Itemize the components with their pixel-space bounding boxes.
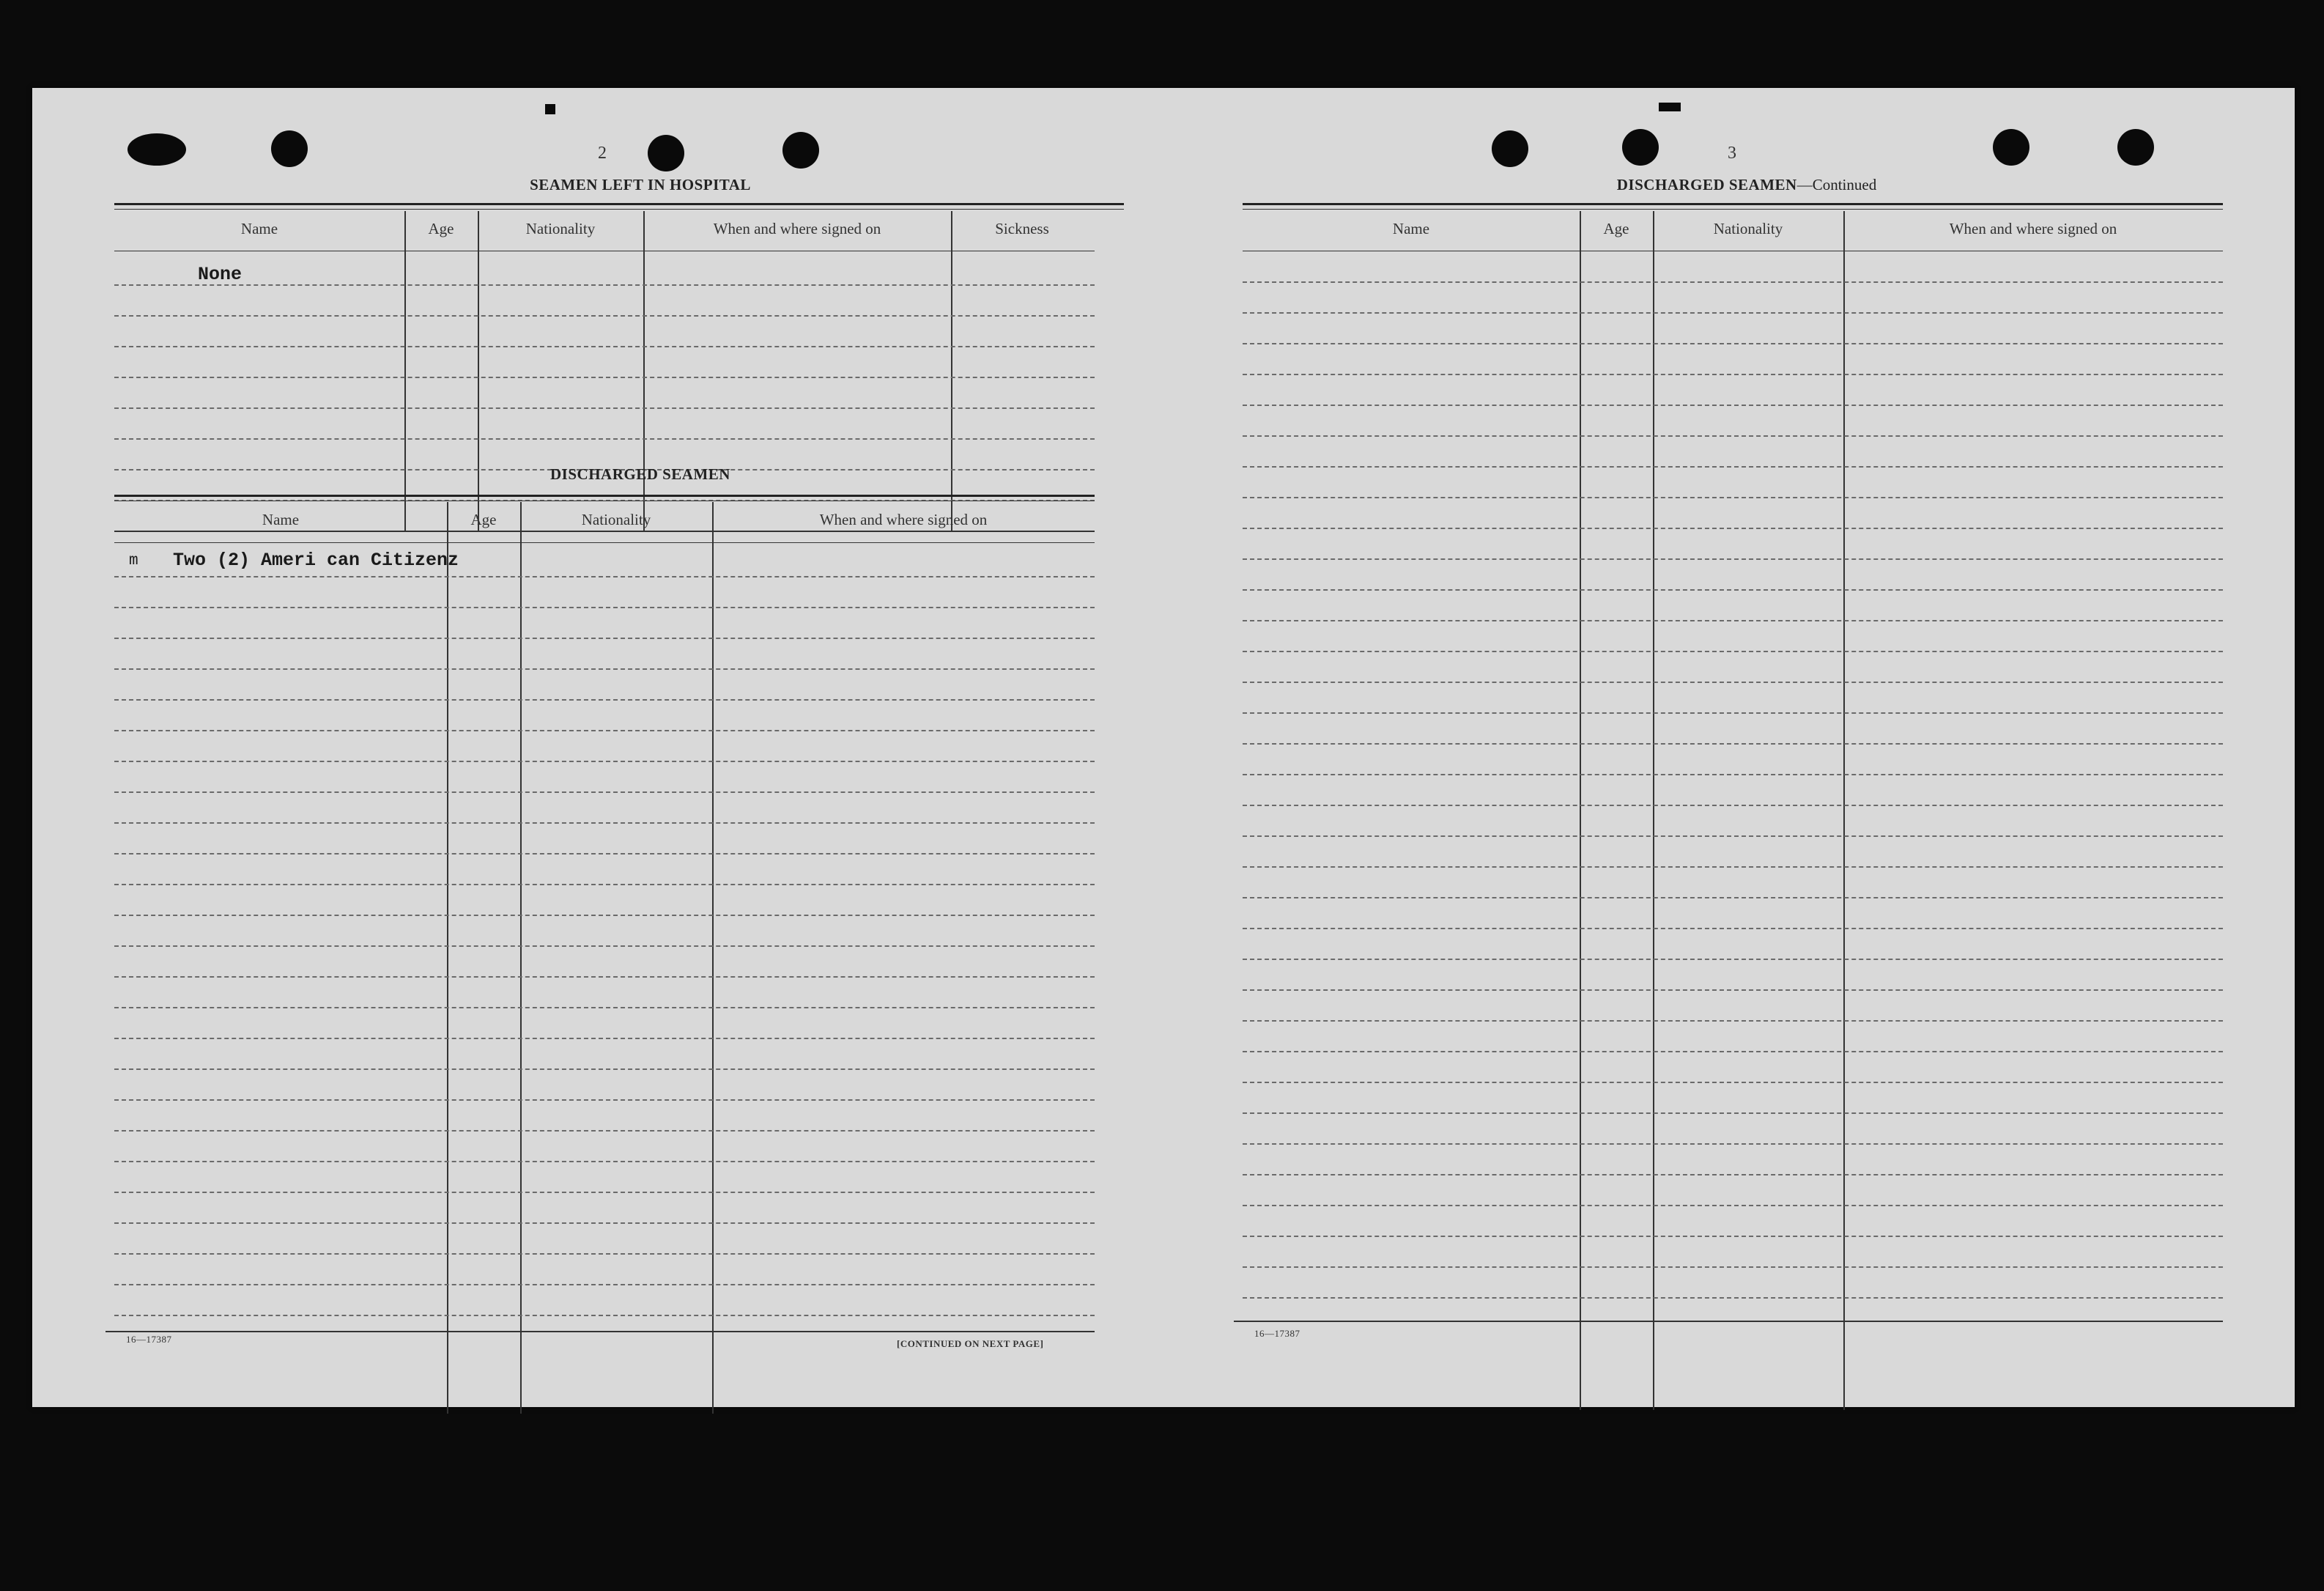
table-row-line: [1243, 1205, 2223, 1206]
discharged-header-rule: [114, 542, 1095, 543]
table-row-line: [1243, 959, 2223, 960]
punch-hole-4: [782, 132, 819, 169]
table-row-line: [114, 976, 1095, 978]
table-row-line: [114, 761, 1095, 762]
table-row-line: [1243, 528, 2223, 529]
continued-note: [CONTINUED ON NEXT PAGE]: [897, 1338, 1044, 1349]
hospital-top-rule-2: [114, 209, 1124, 210]
table-row-line: [114, 668, 1095, 670]
table-row-line: [1243, 774, 2223, 775]
table-row-line: [114, 1161, 1095, 1162]
right-bottom-rule: [1234, 1321, 2223, 1322]
discharged-col-nationality: Nationality: [581, 511, 651, 528]
right-col-signed-on: When and where signed on: [1949, 220, 2117, 237]
table-row-line: [114, 1007, 1095, 1008]
right-col-name: Name: [1392, 220, 1430, 237]
table-row-line: [114, 576, 1095, 577]
table-row-line: [1243, 1236, 2223, 1237]
right-divider: [1653, 211, 1654, 1410]
hospital-bottom-rule: [114, 531, 1095, 532]
punch-hole-5: [1492, 130, 1528, 167]
hospital-row-line: [114, 284, 1095, 286]
table-row-line: [114, 1315, 1095, 1316]
table-row-line: [1243, 805, 2223, 806]
table-row-line: [1243, 682, 2223, 683]
right-top-rule-2: [1243, 209, 2223, 210]
discharged-entry-name: Two (2) Ameri can Citizenz: [173, 550, 459, 571]
hospital-divider: [478, 211, 479, 532]
punch-hole-6: [1622, 129, 1659, 166]
hospital-divider: [404, 211, 406, 532]
table-row-line: [1243, 866, 2223, 868]
right-top-rule: [1243, 203, 2223, 205]
table-row-line: [114, 1130, 1095, 1132]
discharged-row-marker: m: [129, 553, 138, 569]
table-row-line: [114, 1284, 1095, 1285]
hospital-col-signed-on: When and where signed on: [713, 220, 881, 237]
hospital-top-rule: [114, 203, 1124, 205]
table-row-line: [1243, 497, 2223, 498]
ink-speck: [1659, 103, 1681, 111]
punch-hole-3: [648, 135, 684, 171]
table-row-line: [114, 791, 1095, 793]
hospital-row-line: [114, 438, 1095, 440]
punch-hole-1: [127, 133, 186, 166]
right-discharged-title-main: DISCHARGED SEAMEN: [1616, 176, 1797, 193]
table-row-line: [114, 1099, 1095, 1101]
hospital-row-line: [114, 377, 1095, 378]
document-sheet: [32, 88, 2295, 1407]
table-row-line: [114, 1253, 1095, 1255]
discharged-bottom-rule: [106, 1331, 1095, 1332]
hospital-col-name: Name: [240, 220, 278, 237]
table-row-line: [114, 945, 1095, 947]
hospital-entry-name: None: [198, 264, 243, 285]
table-row-line: [1243, 435, 2223, 437]
table-row-line: [1243, 1020, 2223, 1022]
discharged-col-age: Age: [470, 511, 497, 528]
table-row-line: [114, 1068, 1095, 1070]
discharged-col-signed-on: When and where signed on: [819, 511, 988, 528]
table-row-line: [114, 638, 1095, 639]
table-row-line: [1243, 405, 2223, 406]
right-col-age: Age: [1603, 220, 1629, 237]
right-discharged-title-suffix: —Continued: [1796, 176, 1877, 193]
discharged-top-rule: [114, 495, 1095, 497]
table-row-line: [114, 607, 1095, 608]
table-row-line: [1243, 620, 2223, 621]
table-row-line: [1243, 989, 2223, 991]
table-row-line: [1243, 743, 2223, 745]
hospital-row-line: [114, 346, 1095, 347]
table-row-line: [1243, 312, 2223, 314]
hospital-divider: [643, 211, 645, 532]
table-row-line: [114, 1222, 1095, 1224]
table-row-line: [114, 699, 1095, 701]
hospital-divider: [951, 211, 952, 532]
right-page-number: 3: [1728, 144, 1736, 163]
table-row-line: [1243, 589, 2223, 591]
right-divider: [1843, 211, 1845, 1410]
table-row-line: [1243, 1174, 2223, 1175]
right-discharged-title: [1468, 176, 2025, 194]
table-row-line: [1243, 1082, 2223, 1083]
table-row-line: [1243, 374, 2223, 375]
table-row-line: [1243, 466, 2223, 468]
discharged-col-name: Name: [262, 511, 300, 528]
hospital-row-line: [114, 315, 1095, 317]
table-row-line: [1243, 928, 2223, 929]
table-row-line: [114, 1038, 1095, 1039]
hospital-col-sickness: Sickness: [995, 220, 1049, 237]
left-form-number: 16—17387: [126, 1334, 172, 1345]
table-row-line: [1243, 712, 2223, 714]
table-row-line: [114, 822, 1095, 824]
left-page-number: 2: [598, 144, 607, 163]
hospital-section-title: SEAMEN LEFT IN HOSPITAL: [530, 176, 751, 193]
table-row-line: [114, 915, 1095, 916]
discharged-section-title: DISCHARGED SEAMEN: [550, 465, 730, 483]
punch-hole-8: [2117, 129, 2154, 166]
punch-hole-7: [1993, 129, 2029, 166]
table-row-line: [1243, 1297, 2223, 1299]
table-row-line: [114, 853, 1095, 854]
right-divider: [1580, 211, 1581, 1410]
hospital-col-age: Age: [428, 220, 454, 237]
right-form-number: 16—17387: [1254, 1328, 1300, 1339]
right-col-nationality: Nationality: [1713, 220, 1783, 237]
table-row-line: [1243, 897, 2223, 898]
table-row-line: [1243, 835, 2223, 837]
hospital-col-nationality: Nationality: [525, 220, 596, 237]
table-row-line: [114, 1192, 1095, 1193]
table-row-line: [1243, 651, 2223, 652]
table-row-line: [1243, 343, 2223, 344]
table-row-line: [1243, 1112, 2223, 1114]
hospital-row-line: [114, 407, 1095, 409]
table-row-line: [1243, 558, 2223, 560]
table-row-line: [1243, 1266, 2223, 1268]
ink-speck: [545, 104, 555, 114]
table-row-line: [1243, 281, 2223, 283]
punch-hole-2: [271, 130, 308, 167]
table-row-line: [1243, 1051, 2223, 1052]
table-row-line: [114, 730, 1095, 731]
table-row-line: [1243, 1143, 2223, 1145]
table-row-line: [114, 884, 1095, 885]
